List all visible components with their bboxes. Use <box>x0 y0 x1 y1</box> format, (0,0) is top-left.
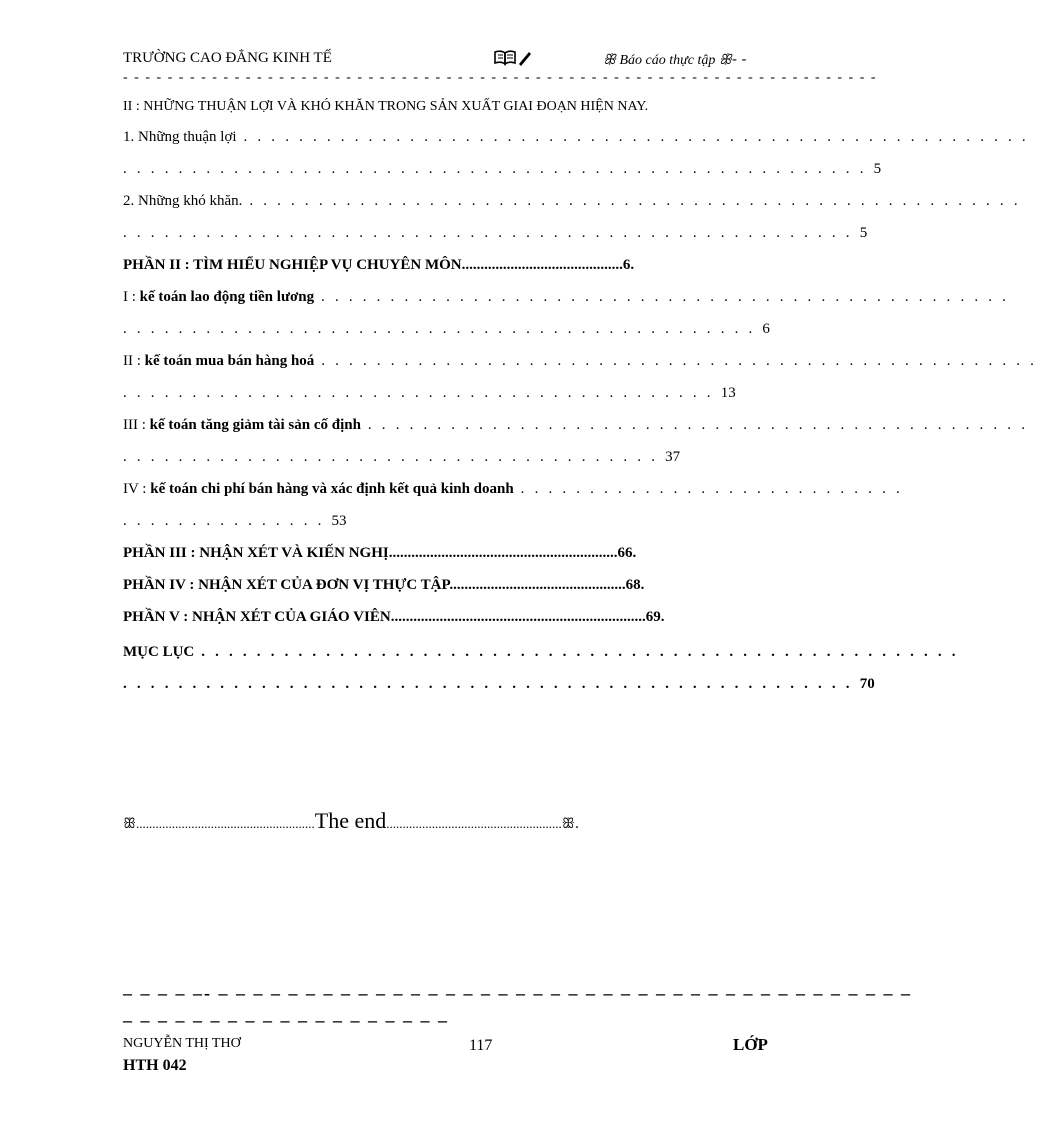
toc-page: 5 <box>859 225 868 241</box>
left-ornament-icon: ꕥ <box>123 816 136 832</box>
toc-entry[interactable]: IV : kế toán chi phí bán hàng và xác định kết quả kinh doanh . . . . . . . . . . . . . . . . . . . . . . . . . . . . <box>123 481 903 497</box>
toc-page: 70 <box>859 676 875 692</box>
report-title: Báo cáo thực tập <box>619 53 716 68</box>
header-divider: - - - - - - - - - - - - - - - - - - - - - - - - - - - - - - - - - - - - - - - - - - - - - - - - - - - - - - - - - - - - - - - - - - - - <box>123 70 878 85</box>
footer-page-number: 117 <box>469 1037 493 1054</box>
left-ornament-icon: ꕥ <box>603 52 616 68</box>
footer-author: NGUYỄN THỊ THƠ <box>123 1036 241 1051</box>
toc-entry-continued: . . . . . . . . . . . . . . . . . . . . . . . . . . . . . . . . . . . . . . . . . . . . . . . . . . . . . . 5 <box>123 161 882 177</box>
toc-label: PHẦN IV : NHẬN XÉT CỦA ĐƠN VỊ THỰC TẬP <box>123 577 450 593</box>
toc-label: kế toán chi phí bán hàng và xác định kết quả kinh doanh <box>150 481 514 497</box>
toc-page: 37 <box>665 449 681 465</box>
toc-page: 13 <box>720 385 736 401</box>
toc-entry[interactable]: III : kế toán tăng giảm tài sản cố định . . . . . . . . . . . . . . . . . . . . . . . . . . . . . . . . . . . . . . . . . . . . . . . . <box>123 417 1029 433</box>
toc-part-4[interactable]: PHẦN IV : NHẬN XÉT CỦA ĐƠN VỊ THỰC TẬP...............................................68. <box>123 577 645 593</box>
right-ornament-icon: ꕥ- - <box>718 52 747 68</box>
toc-label: PHẦN III : NHẬN XÉT VÀ KIẾN NGHỊ <box>123 545 389 561</box>
toc-part-3[interactable]: PHẦN III : NHẬN XÉT VÀ KIẾN NGHỊ.............................................................66. <box>123 545 637 561</box>
toc-page: 6. <box>622 257 635 273</box>
toc-page: 6 <box>762 321 770 337</box>
toc-label: kế toán lao động tiền lương <box>139 289 315 305</box>
toc-label: PHẦN II : TÌM HIỂU NGHIỆP VỤ CHUYÊN MÔN <box>123 257 462 273</box>
toc-page: 68. <box>625 577 645 593</box>
toc-label: 1. Những thuận lợi <box>123 129 237 145</box>
toc-page: 66. <box>617 545 637 561</box>
footer-class-label: LỚP <box>733 1035 768 1054</box>
toc-entry-continued: . . . . . . . . . . . . . . . . . . . . . . . . . . . . . . . . . . . . . . . 37 <box>123 449 681 465</box>
footer-class-code: HTH 042 <box>123 1057 187 1074</box>
toc-part-2[interactable]: PHẦN II : TÌM HIỂU NGHIỆP VỤ CHUYÊN MÔN...........................................6. <box>123 257 635 273</box>
header-school: TRƯỜNG CAO ĐẲNG KINH TẾ <box>123 50 332 66</box>
toc-label: 2. Những khó khăn. <box>123 193 243 209</box>
toc-contents[interactable]: MỤC LỤC . . . . . . . . . . . . . . . . . . . . . . . . . . . . . . . . . . . . . . . . . . . . . . . . . . . . . . . <box>123 644 959 660</box>
toc-entry-continued: . . . . . . . . . . . . . . . . . . . . . . . . . . . . . . . . . . . . . . . . . . . . . . . . . . . . . 5 <box>123 225 868 241</box>
toc-entry-continued: . . . . . . . . . . . . . . . . . . . . . . . . . . . . . . . . . . . . . . . . . . . . . . . . . . . . . 70 <box>123 676 875 692</box>
toc-entry-continued: . . . . . . . . . . . . . . . . . . . . . . . . . . . . . . . . . . . . . . . . . . . 13 <box>123 385 736 401</box>
toc-label: kế toán mua bán hàng hoá <box>144 353 315 369</box>
toc-label: PHẦN V : NHẬN XÉT CỦA GIÁO VIÊN <box>123 609 391 625</box>
toc-entry[interactable]: 2. Những khó khăn. . . . . . . . . . . . . . . . . . . . . . . . . . . . . . . . . . . . . . . . . . . . . . . . . . . . . . . . . <box>123 193 1021 209</box>
section2-title: II : NHỮNG THUẬN LỢI VÀ KHÓ KHĂN TRONG SẢN XUẤT GIAI ĐOẠN HIỆN NAY. <box>123 99 649 114</box>
the-end-line: ꕥ.......................................................The end......................................................ꕥ. <box>123 808 580 833</box>
toc-label: kế toán tăng giảm tài sản cố định <box>149 417 361 433</box>
toc-entry[interactable]: II : kế toán mua bán hàng hoá . . . . . . . . . . . . . . . . . . . . . . . . . . . . . . . . . . . . . . . . . . . . . . . . . . . . <box>123 353 1037 369</box>
header-report <box>603 52 746 69</box>
toc-part-5[interactable]: PHẦN V : NHẬN XÉT CỦA GIÁO VIÊN....................................................................69. <box>123 609 665 625</box>
the-end-text: The end <box>314 808 387 833</box>
toc-page: 5 <box>873 161 882 177</box>
right-ornament-icon: ꕥ. <box>561 816 580 832</box>
book-pen-icon <box>493 49 533 72</box>
toc-label: MỤC LỤC <box>123 644 195 660</box>
footer-divider-2: – – – – – – – – – – – – – – – – – – – <box>123 1010 449 1030</box>
toc-entry-continued: . . . . . . . . . . . . . . . . . . . . . . . . . . . . . . . . . . . . . . . . . . . . . . 6 <box>123 321 770 337</box>
toc-page: 69. <box>645 609 665 625</box>
footer-divider: – – – – –- – – – – – – – – – – – – – – – – – – – – – – – – – – – – – – – – – – – – – – – – <box>123 983 912 1003</box>
toc-page: 53 <box>331 513 347 529</box>
toc-entry-continued: . . . . . . . . . . . . . . . 53 <box>123 513 347 529</box>
toc-entry[interactable]: I : kế toán lao động tiền lương . . . . . . . . . . . . . . . . . . . . . . . . . . . . . . . . . . . . . . . . . . . . . . . . . . <box>123 289 1010 305</box>
toc-entry[interactable]: 1. Những thuận lợi . . . . . . . . . . . . . . . . . . . . . . . . . . . . . . . . . . . . . . . . . . . . . . . . . . . . . . . . . <box>123 129 1029 145</box>
